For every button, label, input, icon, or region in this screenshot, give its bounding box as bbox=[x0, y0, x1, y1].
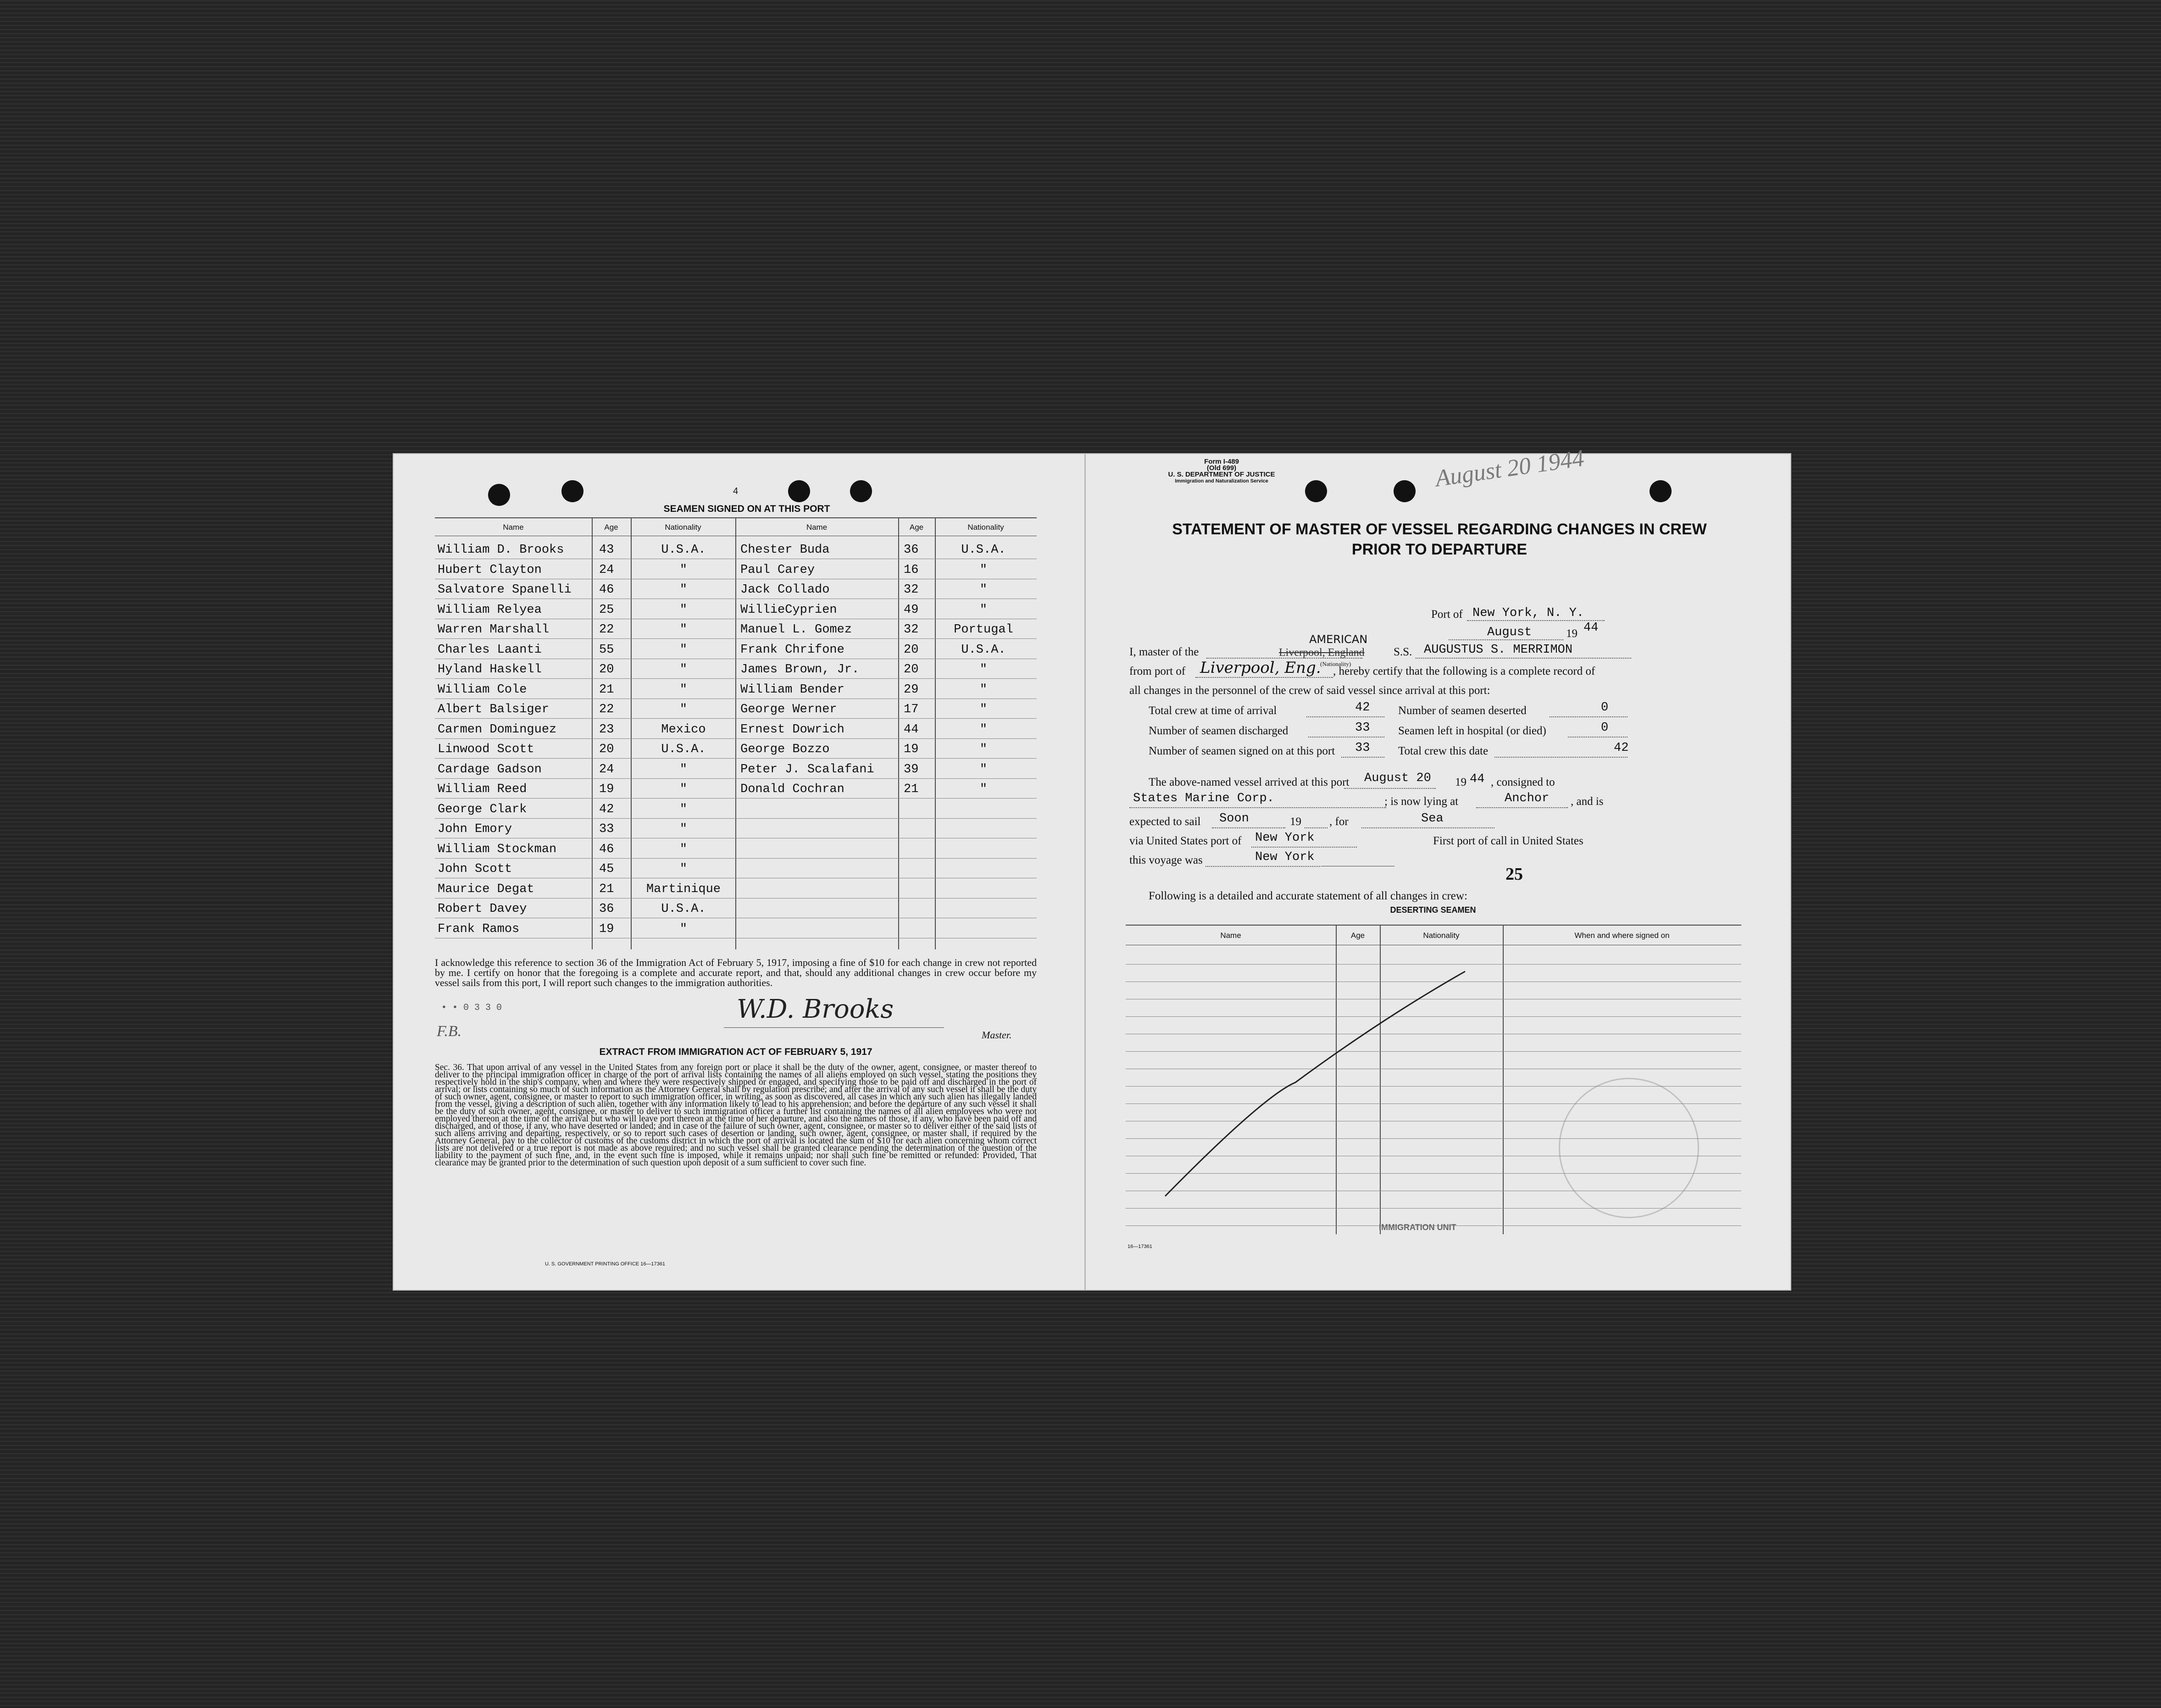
crew-nationality-cell: " bbox=[679, 782, 688, 796]
desert-header-nationality: Nationality bbox=[1423, 931, 1460, 940]
form-old-number: (Old 699) bbox=[1206, 464, 1237, 472]
desert-table-top bbox=[1126, 925, 1741, 926]
crew-name-cell: Albert Balsiger bbox=[438, 703, 550, 716]
crew-name-cell: William Bender bbox=[740, 682, 844, 697]
crew-age-cell: 44 bbox=[904, 722, 919, 737]
port-value: New York, N. Y. bbox=[1472, 606, 1584, 620]
crew-nationality-cell: " bbox=[679, 703, 688, 716]
from-port-line bbox=[1195, 677, 1333, 678]
crew-age-cell: 22 bbox=[599, 703, 614, 716]
punch-hole-icon bbox=[488, 484, 510, 506]
crew-nationality-cell: " bbox=[679, 822, 688, 836]
row-rule bbox=[435, 638, 1037, 639]
crew-age-cell: 20 bbox=[599, 743, 614, 756]
expected-label: expected to sail bbox=[1129, 815, 1201, 828]
year-prefix: 19 bbox=[1566, 627, 1578, 640]
punch-hole-icon bbox=[850, 480, 872, 502]
for-line bbox=[1361, 827, 1494, 828]
crew-nationality-cell: " bbox=[679, 762, 688, 776]
crew-name-cell: George Werner bbox=[740, 703, 837, 716]
col-divider bbox=[735, 517, 736, 949]
crew-name-cell: William Reed bbox=[438, 782, 527, 796]
crew-name-cell: Carmen Dominguez bbox=[438, 722, 557, 737]
for-label: , for bbox=[1329, 815, 1349, 828]
section-title: SEAMEN SIGNED ON AT THIS PORT bbox=[663, 504, 830, 514]
nationality-value: AMERICAN bbox=[1309, 633, 1368, 646]
crew-age-cell: 45 bbox=[599, 862, 614, 876]
crew-age-cell: 25 bbox=[599, 603, 614, 617]
via-label: via United States port of bbox=[1129, 835, 1242, 847]
crew-name-cell: WillieCyprien bbox=[740, 603, 837, 617]
crew-name-cell: Paul Carey bbox=[740, 563, 815, 577]
crew-age-cell: 32 bbox=[904, 623, 919, 637]
discharged-label: Number of seamen discharged bbox=[1149, 725, 1289, 737]
header-name: Name bbox=[503, 523, 524, 532]
row-rule bbox=[435, 798, 1037, 799]
crew-nationality-cell: U.S.A. bbox=[961, 543, 1006, 557]
master-signature: W.D. Brooks bbox=[737, 994, 894, 1024]
arrived-line bbox=[1344, 788, 1436, 789]
crew-name-cell: George Clark bbox=[438, 802, 527, 816]
crew-nationality-cell: " bbox=[679, 583, 688, 597]
crew-name-cell: Donald Cochran bbox=[740, 782, 844, 796]
crew-name-cell: Frank Ramos bbox=[438, 922, 520, 936]
total-now-value: 42 bbox=[1614, 741, 1629, 755]
year-value: 44 bbox=[1583, 621, 1599, 635]
col-divider bbox=[592, 517, 593, 949]
punch-hole-icon bbox=[1650, 480, 1672, 502]
header-nationality: Nationality bbox=[665, 523, 701, 532]
title-line: STATEMENT OF MASTER OF VESSEL REGARDING CHANGES IN CREW bbox=[1172, 521, 1707, 538]
crew-name-cell: John Scott bbox=[438, 862, 512, 876]
date-line bbox=[1449, 639, 1563, 640]
crew-nationality-cell: Martinique bbox=[646, 882, 721, 896]
expected-year-prefix: 19 bbox=[1290, 815, 1301, 828]
col-divider bbox=[898, 517, 899, 949]
crew-age-cell: 19 bbox=[904, 743, 919, 756]
deserting-title: DESERTING SEAMEN bbox=[1390, 905, 1476, 915]
crew-age-cell: 22 bbox=[599, 623, 614, 637]
consignee-value: States Marine Corp. bbox=[1133, 792, 1274, 805]
crew-name-cell: Charles Laanti bbox=[438, 643, 542, 657]
signature-line bbox=[724, 1027, 944, 1028]
page-fold bbox=[1084, 454, 1086, 1290]
master-label: Master. bbox=[982, 1029, 1012, 1041]
desert-header-age: Age bbox=[1350, 931, 1365, 940]
nationality-caption: (Nationality) bbox=[1320, 660, 1351, 667]
crew-nationality-cell: " bbox=[679, 623, 688, 637]
crew-name-cell: Frank Chrifone bbox=[740, 643, 844, 657]
header-age: Age bbox=[604, 523, 618, 532]
crew-age-cell: 19 bbox=[599, 782, 614, 796]
crew-nationality-cell: U.S.A. bbox=[661, 743, 706, 756]
arrived-year-prefix: 19 bbox=[1455, 776, 1467, 788]
from-port-label: from port of bbox=[1129, 665, 1186, 677]
signed-on-label: Number of seamen signed on at this port bbox=[1149, 745, 1335, 757]
date-value: August bbox=[1487, 626, 1532, 639]
row-rule bbox=[435, 758, 1037, 759]
crew-name-cell: William D. Brooks bbox=[438, 543, 564, 557]
lying-label: ; is now lying at bbox=[1384, 795, 1459, 808]
crew-age-cell: 36 bbox=[904, 543, 919, 557]
crew-age-cell: 21 bbox=[599, 682, 614, 697]
punch-hole-icon bbox=[788, 480, 810, 502]
row-rule bbox=[435, 858, 1037, 859]
stamp-text: IMMIGRATION UNIT bbox=[1379, 1223, 1456, 1232]
crew-nationality-cell: " bbox=[679, 563, 688, 577]
punch-hole-icon bbox=[1394, 480, 1416, 502]
dotted-leader bbox=[1568, 737, 1628, 738]
crew-nationality-cell: " bbox=[679, 922, 688, 936]
crew-age-cell: 20 bbox=[599, 663, 614, 677]
dotted-leader bbox=[1306, 716, 1384, 717]
row-rule bbox=[435, 778, 1037, 779]
printing-office: U. S. GOVERNMENT PRINTING OFFICE 16—17361 bbox=[545, 1261, 666, 1267]
crew-nationality-cell: " bbox=[679, 802, 688, 816]
hospital-value: 0 bbox=[1601, 721, 1609, 735]
deserted-value: 0 bbox=[1601, 701, 1609, 715]
total-now-label: Total crew this date bbox=[1398, 745, 1489, 757]
crew-nationality-cell: " bbox=[979, 603, 988, 617]
crew-age-cell: 46 bbox=[599, 583, 614, 597]
signed-on-value: 33 bbox=[1355, 741, 1370, 755]
crew-name-cell: William Relyea bbox=[438, 603, 542, 617]
crew-nationality-cell: " bbox=[979, 762, 988, 776]
crew-nationality-cell: " bbox=[979, 722, 988, 737]
crew-name-cell: Warren Marshall bbox=[438, 623, 550, 637]
struck-text: Liverpool, England bbox=[1279, 647, 1365, 659]
crew-name-cell: Hyland Haskell bbox=[438, 663, 542, 677]
certify-text-2: all changes in the personnel of the crew of said vessel since arrival at this port: bbox=[1129, 684, 1490, 697]
crew-age-cell: 49 bbox=[904, 603, 919, 617]
dotted-leader bbox=[1550, 716, 1628, 717]
crew-name-cell: John Emory bbox=[438, 822, 512, 836]
crew-age-cell: 21 bbox=[599, 882, 614, 896]
col-divider bbox=[935, 517, 936, 949]
crew-nationality-cell: U.S.A. bbox=[961, 643, 1006, 657]
row-rule bbox=[435, 738, 1037, 739]
form-title bbox=[1089, 519, 1790, 560]
crew-nationality-cell: " bbox=[979, 563, 988, 577]
discharged-value: 33 bbox=[1355, 721, 1370, 735]
header-name: Name bbox=[806, 523, 828, 532]
expected-year-line bbox=[1305, 827, 1328, 828]
header-age: Age bbox=[909, 523, 924, 532]
crew-age-cell: 16 bbox=[904, 563, 919, 577]
arrived-value: August 20 bbox=[1364, 771, 1431, 785]
port-label: Port of bbox=[1431, 608, 1463, 621]
header-nationality: Nationality bbox=[967, 523, 1004, 532]
expected-line bbox=[1212, 827, 1285, 828]
consignee-line bbox=[1129, 807, 1386, 808]
footer-code: 16—17361 bbox=[1128, 1244, 1152, 1249]
crew-nationality-cell: U.S.A. bbox=[661, 543, 706, 557]
crew-age-cell: 36 bbox=[599, 902, 614, 916]
hospital-label: Seamen left in hospital (or died) bbox=[1398, 725, 1546, 737]
master-of-label: I, master of the bbox=[1129, 646, 1199, 658]
crew-nationality-cell: " bbox=[979, 663, 988, 677]
crew-name-cell: Peter J. Scalafani bbox=[740, 762, 874, 776]
crew-nationality-cell: U.S.A. bbox=[661, 902, 706, 916]
crew-name-cell: Manuel L. Gomez bbox=[740, 623, 852, 637]
crew-age-cell: 32 bbox=[904, 583, 919, 597]
acknowledgement-text: I acknowledge this reference to section 36 of the Immigration Act of February 5, 1917, imposing a fine of $10 for each change in crew not reported by me. I certify on honor that the foregoing is a complete and accurate report, and that, should any additional changes in crew occur before my vessel sails from this port, I will report such changes to the immigration authorities. bbox=[435, 957, 1037, 988]
department-name: U. S. DEPARTMENT OF JUSTICE bbox=[1168, 471, 1275, 478]
punch-hole-icon bbox=[561, 480, 583, 502]
extract-text: Sec. 36. That upon arrival of any vessel in the United States from any foreign port or place it shall be the duty of the owner, agent, consignee, or master thereof to deliver to the principal immigration officer in charge of the port of arrival lists containing the names of all aliens employed on such vessel, stating the positions they respectively hold in the ship's company, when and where they were respectively shipped or engaged, and specifying those to be paid off and discharged in the port of arrival; or lists containing so much of such information as the Attorney General shall by regulation prescribe; and after the arrival of any such vessel it shall be the duty of such owner, agent, consignee, or master to report to such immigration officer, in writing, as soon as discovered, all cases in which any such alien has illegally landed from the vessel, giving a description of such alien, together with any information likely to lead to his apprehension; and before the departure of any such vessel it shall be the duty of such owner, agent, consignee, or master to deliver to such immigration officer a further list containing the names of all alien employees who were not employed thereon at the time of the arrival but who will leave port thereon at the time of her departure, and also the names of those, if any, who have been paid off and discharged, and of those, if any, who have deserted or landed; and in case of the failure of such owner, agent, consignee, or master so to deliver either of the said lists of such aliens arriving and departing, respectively, or so to report such cases of desertion or landing, such owner, agent, consignee, or master shall, if required by the Attorney General, pay to the collector of customs of the customs district in which the port of arrival is located the sum of $10 for each alien concerning whom correct lists are not delivered or a true report is not made as above required; and no such vessel shall be granted clearance pending the determination of the question of the liability to the payment of such fine, and, in the event such fine is imposed, while it remains unpaid; nor shall such fine be remitted or refunded: Provided, That clearance may be granted prior to the determination of such question upon deposit of a sum sufficient to cover such fine. bbox=[435, 1063, 1037, 1168]
form-header bbox=[1130, 459, 1313, 484]
vessel-name: AUGUSTUS S. MERRIMON bbox=[1424, 643, 1573, 657]
faded-stamp bbox=[1559, 1078, 1699, 1218]
arrived-year: 44 bbox=[1470, 772, 1485, 786]
page-number: 4 bbox=[733, 486, 739, 496]
crew-name-cell: Robert Davey bbox=[438, 902, 527, 916]
form-number: Form I-489 bbox=[1204, 458, 1239, 466]
expected-value: Soon bbox=[1219, 812, 1249, 826]
crew-nationality-cell: Mexico bbox=[661, 722, 706, 737]
crew-nationality-cell: " bbox=[679, 603, 688, 617]
voyage-value: New York bbox=[1255, 850, 1315, 864]
document-sheet bbox=[394, 445, 1790, 1290]
crew-age-cell: 24 bbox=[599, 762, 614, 776]
crew-nationality-cell: Portugal bbox=[954, 623, 1013, 637]
crew-nationality-cell: " bbox=[979, 682, 988, 697]
desert-header-name: Name bbox=[1220, 931, 1241, 940]
dotted-leader bbox=[1494, 757, 1628, 758]
crew-name-cell: Linwood Scott bbox=[438, 743, 534, 756]
total-crew-arrival-label: Total crew at time of arrival bbox=[1149, 704, 1277, 717]
margin-mark: • • 0 3 3 0 bbox=[441, 1003, 502, 1013]
via-line bbox=[1251, 847, 1357, 848]
lying-value: Anchor bbox=[1505, 792, 1550, 805]
first-port-label: First port of call in United States bbox=[1433, 835, 1583, 847]
crew-age-cell: 24 bbox=[599, 563, 614, 577]
crew-name-cell: George Bozzo bbox=[740, 743, 830, 756]
crew-age-cell: 46 bbox=[599, 842, 614, 856]
crew-age-cell: 20 bbox=[904, 663, 919, 677]
voyage-line bbox=[1205, 866, 1320, 867]
crew-name-cell: Jack Collado bbox=[740, 583, 830, 597]
voyage-label: this voyage was bbox=[1129, 854, 1203, 866]
crew-nationality-cell: " bbox=[979, 782, 988, 796]
dotted-leader bbox=[1341, 757, 1384, 758]
crew-age-cell: 17 bbox=[904, 703, 919, 716]
row-rule bbox=[435, 678, 1037, 679]
crew-nationality-cell: " bbox=[979, 703, 988, 716]
margin-initials: F.B. bbox=[437, 1023, 462, 1040]
crew-age-cell: 39 bbox=[904, 762, 919, 776]
crew-name-cell: Salvatore Spanelli bbox=[438, 583, 572, 597]
crew-name-cell: William Cole bbox=[438, 682, 527, 697]
col-divider bbox=[631, 517, 632, 949]
service-name: Immigration and Naturalization Service bbox=[1175, 478, 1268, 484]
extract-title: EXTRACT FROM IMMIGRATION ACT OF FEBRUARY 5, 1917 bbox=[599, 1047, 872, 1057]
total-crew-arrival: 42 bbox=[1355, 701, 1370, 715]
row-rule bbox=[435, 718, 1037, 719]
title-line: PRIOR TO DEPARTURE bbox=[1351, 541, 1528, 558]
crew-nationality-cell: " bbox=[679, 663, 688, 677]
crew-nationality-cell: " bbox=[679, 643, 688, 657]
consigned-label: , consigned to bbox=[1491, 776, 1555, 788]
following-label: Following is a detailed and accurate statement of all changes in crew: bbox=[1149, 890, 1467, 902]
deserted-label: Number of seamen deserted bbox=[1398, 704, 1527, 717]
desert-header-when: When and where signed on bbox=[1574, 931, 1670, 940]
crew-age-cell: 21 bbox=[904, 782, 919, 796]
crew-name-cell: Cardage Gadson bbox=[438, 762, 542, 776]
dotted-leader bbox=[1308, 737, 1384, 738]
arrived-label: The above-named vessel arrived at this port bbox=[1149, 776, 1350, 788]
crew-name-cell: Maurice Degat bbox=[438, 882, 534, 896]
crew-nationality-cell: " bbox=[979, 743, 988, 756]
handwritten-note: August 20 1944 bbox=[1433, 445, 1586, 492]
crew-age-cell: 55 bbox=[599, 643, 614, 657]
crew-nationality-cell: " bbox=[979, 583, 988, 597]
for-value: Sea bbox=[1421, 812, 1444, 826]
crew-age-cell: 29 bbox=[904, 682, 919, 697]
row-rule bbox=[435, 818, 1037, 819]
crew-nationality-cell: " bbox=[679, 682, 688, 697]
crew-age-cell: 33 bbox=[599, 822, 614, 836]
via-value: New York bbox=[1255, 831, 1315, 845]
lying-line bbox=[1476, 807, 1568, 808]
crew-age-cell: 43 bbox=[599, 543, 614, 557]
crew-nationality-cell: " bbox=[679, 842, 688, 856]
crew-age-cell: 20 bbox=[904, 643, 919, 657]
count-25: 25 bbox=[1505, 865, 1523, 884]
crew-name-cell: Chester Buda bbox=[740, 543, 830, 557]
certify-text: , hereby certify that the following is a complete record of bbox=[1333, 665, 1595, 677]
crew-name-cell: James Brown, Jr. bbox=[740, 663, 860, 677]
and-is-label: , and is bbox=[1571, 795, 1604, 808]
vessel-line bbox=[1416, 658, 1631, 659]
crew-age-cell: 23 bbox=[599, 722, 614, 737]
crew-nationality-cell: " bbox=[679, 862, 688, 876]
ss-label: S.S. bbox=[1394, 646, 1412, 658]
crew-name-cell: Hubert Clayton bbox=[438, 563, 542, 577]
crew-name-cell: William Stockman bbox=[438, 842, 557, 856]
from-port-value: Liverpool, Eng. bbox=[1200, 659, 1321, 677]
crew-age-cell: 42 bbox=[599, 802, 614, 816]
crew-age-cell: 19 bbox=[599, 922, 614, 936]
crew-name-cell: Ernest Dowrich bbox=[740, 722, 844, 737]
